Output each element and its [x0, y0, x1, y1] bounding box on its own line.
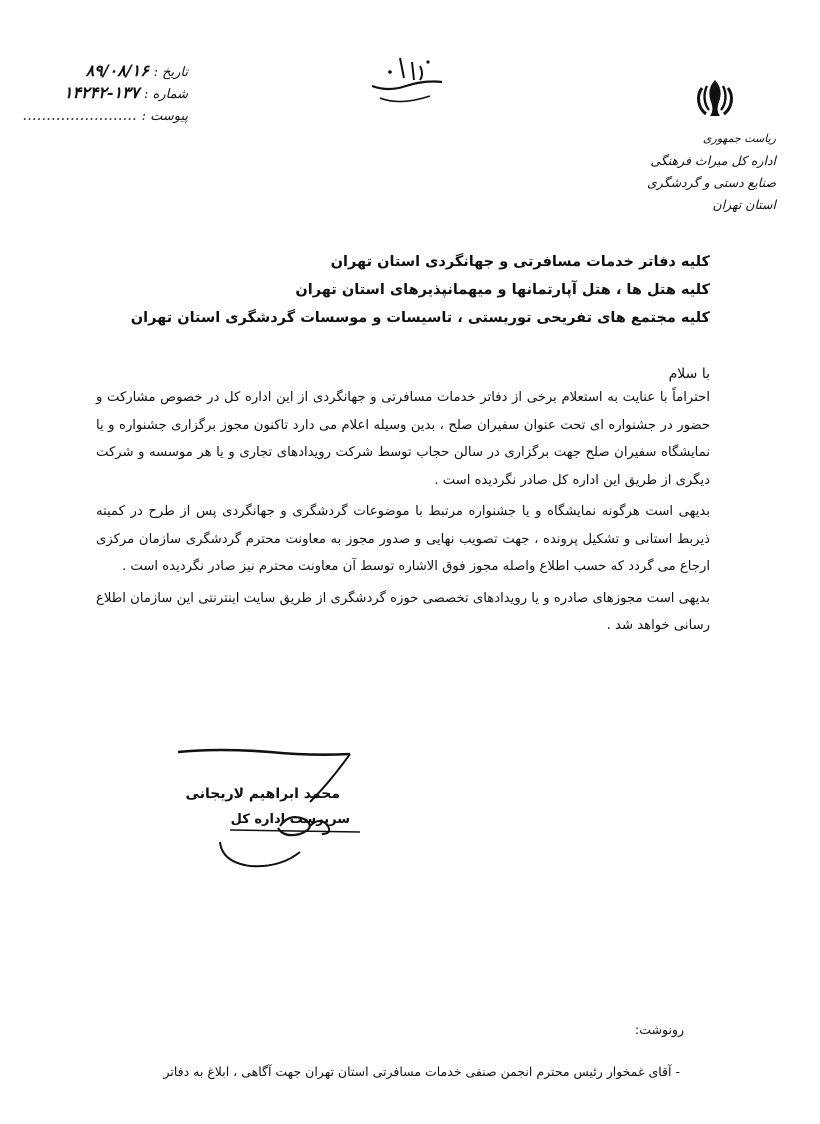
signatory-title: سرپرست اداره کل — [230, 812, 350, 827]
body-paragraph: احتراماً با عنایت به استعلام برخی از دفاتر خدمات مسافرتی و جهانگردی از این اداره کل در خصوص مشارکت و حضور در جشنواره ای تحت عنوان سفیران صلح ، بدین وسیله اعلام می دارد تاکنون مجوز برگزاری جشنواره و یا نمایشگاه سفیران صلح جهت برگزاری در سالن حجاب توسط شرکت رویدادهای تجاری و یا هر موسسه و شرکت دیگری از طریق این اداره کل صادر نگردیده است . — [96, 390, 710, 488]
attachment-value: ........................ — [22, 106, 137, 124]
recipient-line: کلیه مجتمع های تفریحی توریستی ، تاسیسات و موسسات گردشگری استان تهران — [130, 310, 710, 326]
body-paragraph: بدیهی است مجوزهای صادره و یا رویدادهای تخصصی حوزه گردشگری از طریق سایت اینترنتی این سازمان اطلاع رسانی خواهد شد . — [96, 590, 710, 633]
greeting: با سلام — [668, 366, 710, 382]
cc-item: - آقای غمخوار رئیس محترم انجمن صنفی خدمات مسافرتی استان تهران جهت آگاهی ، ابلاغ به دفاتر — [163, 1064, 680, 1079]
letter-metadata — [22, 60, 188, 126]
recipients-block — [130, 248, 710, 332]
number-row — [38, 82, 188, 104]
org-line-2: اداره کل میراث فرهنگی — [650, 153, 776, 168]
body-paragraph: بدیهی است هرگونه نمایشگاه و یا جشنواره مرتبط با موضوعات گردشگری و جهانگردی پس از طرح در کمیته ذیربط استانی و تشکیل پرونده ، جهت تصویب نهایی و صدور مجوز به معاونت محترم گردشگری سازمان مرکزی ارجاع می گردد که حسب اطلاع واصله مجوز فوق الاشاره توسط آن معاونت محترم نیز صادر نگردیده است . — [96, 504, 710, 574]
date-value: ۸۹/۰۸/۱۶ — [85, 61, 149, 80]
recipient-line: کلیه دفاتر خدمات مسافرتی و جهانگردی استان تهران — [330, 254, 710, 270]
cc-label: رونوشت: — [635, 1022, 684, 1037]
signatory-name: محمد ابراهیم لاریجانی — [185, 786, 340, 802]
number-value: ۱۳۷-۱۴۲۴۲ — [63, 83, 140, 102]
attachment-label: پیوست : — [141, 109, 188, 124]
letter-body — [96, 384, 710, 640]
date-label: تاریخ : — [153, 65, 188, 80]
handwritten-signature — [160, 742, 370, 872]
number-label: شماره : — [144, 87, 188, 102]
org-line-3: صنایع دستی و گردشگری — [647, 175, 776, 190]
bismillah-calligraphy — [360, 48, 450, 112]
organization-header — [596, 128, 776, 216]
recipient-line: کلیه هتل ها ، هتل آپارتمانها و میهمانپذیرهای استان تهران — [295, 282, 710, 298]
date-row — [38, 60, 188, 82]
org-line-1: ریاست جمهوری — [702, 132, 776, 145]
attachment-row — [22, 104, 188, 126]
org-line-4: استان تهران — [712, 197, 776, 212]
iran-emblem-icon — [692, 76, 738, 122]
